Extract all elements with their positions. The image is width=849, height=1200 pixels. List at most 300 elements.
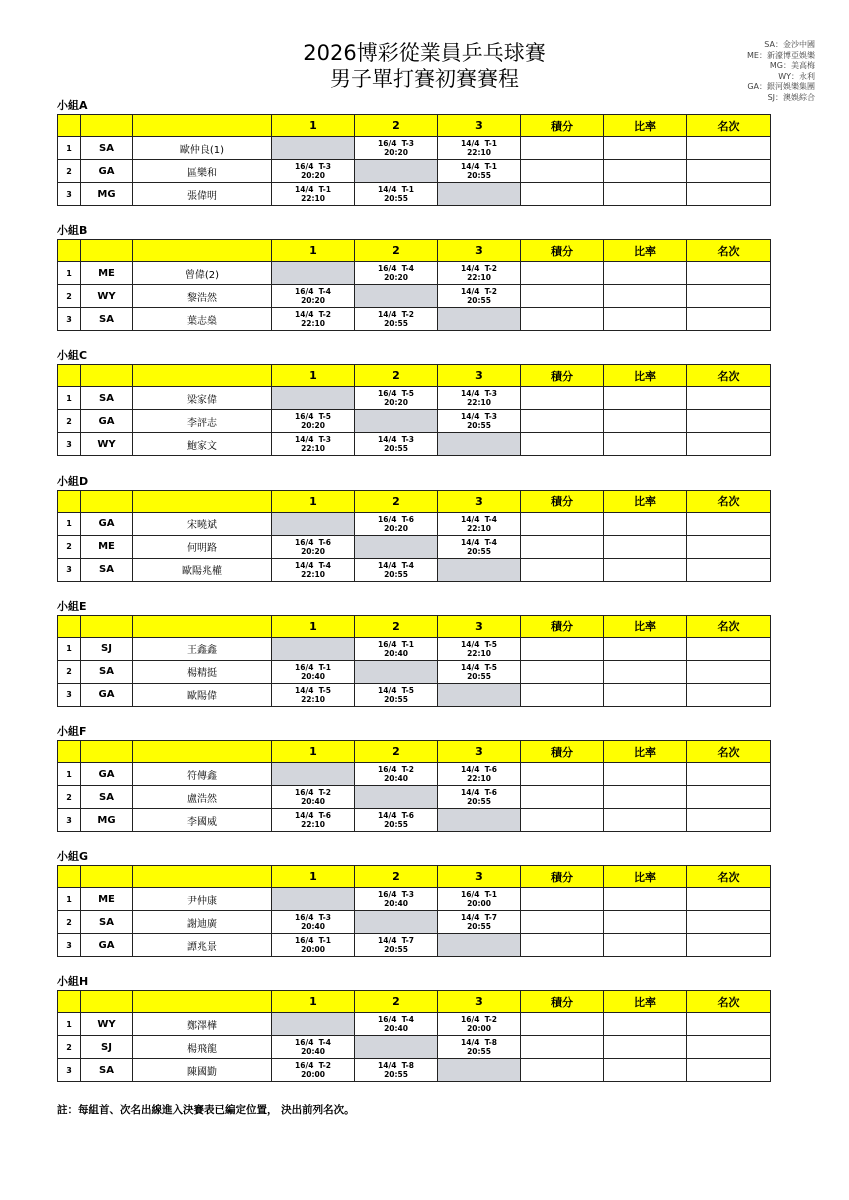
- legend-sa: SA：金沙中國: [764, 40, 815, 49]
- rank-cell: [687, 934, 771, 957]
- match-time: 22:10: [467, 648, 491, 658]
- table-header-row: [58, 991, 771, 1013]
- match-date-table: 14/4 T-5: [461, 662, 497, 672]
- match-date-table: 14/4 T-6: [295, 811, 331, 820]
- ratio-cell: [604, 160, 687, 183]
- footer-note: 註：每組首、次名出線進入決賽表已編定位置， 決出前列名次。: [57, 1104, 355, 1116]
- ratio-cell: [604, 763, 687, 786]
- ratio-cell: [604, 183, 687, 206]
- rank-cell: [687, 1036, 771, 1059]
- match-time: 20:20: [301, 421, 325, 431]
- match-date-table: 16/4 T-1: [295, 936, 331, 946]
- header-blank-cell: [58, 741, 81, 763]
- match-time: 20:55: [467, 171, 491, 180]
- seed-number: 2: [58, 911, 81, 934]
- table-row: [58, 660, 771, 683]
- team-code: SA: [81, 558, 133, 581]
- self-match-cell: [355, 160, 438, 183]
- match-schedule-cell: [438, 387, 521, 410]
- match-schedule-cell: [355, 558, 438, 581]
- match-schedule-cell: [272, 558, 355, 581]
- player-name: 鮑家文: [133, 433, 272, 456]
- header-cell: 2: [355, 991, 438, 1013]
- group-label: 小組A: [57, 99, 88, 112]
- match-date-table: 14/4 T-6: [378, 811, 414, 820]
- match-date-table: 16/4 T-2: [378, 765, 414, 774]
- header-cell: 比率: [604, 741, 687, 763]
- match-time: 20:55: [467, 1047, 491, 1057]
- rank-cell: [687, 763, 771, 786]
- player-name: 歐陽偉: [133, 683, 272, 706]
- match-time: 20:00: [301, 1070, 325, 1080]
- match-date-table: 14/4 T-8: [378, 1061, 414, 1071]
- match-date-table: 14/4 T-1: [461, 162, 497, 171]
- header-blank-cell: [133, 115, 272, 137]
- match-time: 20:00: [301, 945, 325, 955]
- table-row: [58, 786, 771, 809]
- match-date-table: 16/4 T-6: [378, 514, 414, 524]
- match-schedule-cell: [355, 809, 438, 832]
- match-time: 20:55: [467, 296, 491, 306]
- group-table: [57, 615, 771, 707]
- ratio-cell: [604, 410, 687, 433]
- header-cell: 3: [438, 490, 521, 512]
- match-time: 22:10: [467, 398, 491, 408]
- seed-number: 2: [58, 660, 81, 683]
- rank-cell: [687, 285, 771, 308]
- match-schedule-cell: [272, 683, 355, 706]
- match-schedule-cell: [438, 285, 521, 308]
- table-row: [58, 934, 771, 957]
- team-code: ME: [81, 262, 133, 285]
- match-date-table: 16/4 T-3: [295, 913, 331, 923]
- rank-cell: [687, 888, 771, 911]
- header-cell: 1: [272, 741, 355, 763]
- header-cell: 積分: [521, 741, 604, 763]
- ratio-cell: [604, 387, 687, 410]
- seed-number: 2: [58, 786, 81, 809]
- table-header-row: [58, 866, 771, 888]
- team-code: GA: [81, 160, 133, 183]
- header-blank-cell: [81, 490, 133, 512]
- self-match-cell: [438, 1059, 521, 1082]
- match-schedule-cell: [438, 888, 521, 911]
- match-time: 20:55: [384, 694, 408, 704]
- self-match-cell: [438, 183, 521, 206]
- header-cell: 名次: [687, 240, 771, 262]
- match-date-table: 16/4 T-2: [461, 1015, 497, 1025]
- seed-number: 3: [58, 1059, 81, 1082]
- player-name: 歐陽兆權: [133, 558, 272, 581]
- team-code: MG: [81, 183, 133, 206]
- ratio-cell: [604, 308, 687, 331]
- header-cell: 積分: [521, 615, 604, 637]
- team-code: SA: [81, 387, 133, 410]
- header-cell: 2: [355, 240, 438, 262]
- match-time: 20:20: [384, 398, 408, 408]
- header-cell: 比率: [604, 365, 687, 387]
- match-schedule-cell: [438, 535, 521, 558]
- table-row: [58, 387, 771, 410]
- group-table: [57, 990, 771, 1082]
- header-cell: 積分: [521, 115, 604, 137]
- points-cell: [521, 308, 604, 331]
- self-match-cell: [272, 763, 355, 786]
- match-date-table: 14/4 T-3: [378, 435, 414, 445]
- match-schedule-cell: [272, 934, 355, 957]
- match-schedule-cell: [272, 660, 355, 683]
- self-match-cell: [272, 137, 355, 160]
- player-name: 歐仲良(1): [133, 137, 272, 160]
- match-date-table: 16/4 T-5: [295, 412, 331, 422]
- rank-cell: [687, 660, 771, 683]
- self-match-cell: [272, 888, 355, 911]
- rank-cell: [687, 1059, 771, 1082]
- match-time: 20:40: [301, 1047, 325, 1057]
- header-cell: 1: [272, 240, 355, 262]
- match-schedule-cell: [272, 308, 355, 331]
- match-schedule-cell: [355, 433, 438, 456]
- self-match-cell: [272, 1013, 355, 1036]
- table-row: [58, 683, 771, 706]
- player-name: 鄭澤樺: [133, 1013, 272, 1036]
- header-cell: 2: [355, 866, 438, 888]
- team-code: WY: [81, 285, 133, 308]
- group-label: 小組H: [57, 975, 89, 989]
- match-date-table: 14/4 T-4: [461, 514, 497, 524]
- self-match-cell: [272, 262, 355, 285]
- team-code: WY: [81, 1013, 133, 1036]
- match-schedule-cell: [355, 763, 438, 786]
- match-date-table: 16/4 T-2: [295, 788, 331, 797]
- team-code: GA: [81, 763, 133, 786]
- header-cell: 2: [355, 615, 438, 637]
- ratio-cell: [604, 1036, 687, 1059]
- table-row: [58, 911, 771, 934]
- points-cell: [521, 410, 604, 433]
- match-time: 20:20: [384, 148, 408, 157]
- player-name: 楊精挺: [133, 660, 272, 683]
- rank-cell: [687, 1013, 771, 1036]
- points-cell: [521, 285, 604, 308]
- rank-cell: [687, 911, 771, 934]
- match-schedule-cell: [355, 262, 438, 285]
- header-cell: 1: [272, 490, 355, 512]
- match-date-table: 14/4 T-4: [461, 537, 497, 547]
- rank-cell: [687, 183, 771, 206]
- header-cell: 1: [272, 115, 355, 137]
- header-blank-cell: [58, 615, 81, 637]
- header-cell: 比率: [604, 615, 687, 637]
- self-match-cell: [355, 535, 438, 558]
- match-schedule-cell: [438, 911, 521, 934]
- header-blank-cell: [58, 991, 81, 1013]
- match-time: 20:55: [384, 820, 408, 829]
- header-blank-cell: [133, 490, 272, 512]
- team-code: SA: [81, 137, 133, 160]
- header-cell: 積分: [521, 490, 604, 512]
- match-date-table: 16/4 T-1: [295, 662, 331, 672]
- header-blank-cell: [133, 365, 272, 387]
- player-name: 譚兆景: [133, 934, 272, 957]
- points-cell: [521, 911, 604, 934]
- header-cell: 名次: [687, 991, 771, 1013]
- header-blank-cell: [81, 615, 133, 637]
- match-schedule-cell: [272, 786, 355, 809]
- header-cell: 3: [438, 240, 521, 262]
- ratio-cell: [604, 786, 687, 809]
- seed-number: 1: [58, 512, 81, 535]
- page-title: [0, 40, 849, 92]
- table-row: [58, 535, 771, 558]
- player-name: 尹仲康: [133, 888, 272, 911]
- match-schedule-cell: [438, 1013, 521, 1036]
- ratio-cell: [604, 285, 687, 308]
- header-blank-cell: [133, 615, 272, 637]
- self-match-cell: [355, 786, 438, 809]
- ratio-cell: [604, 660, 687, 683]
- header-cell: 2: [355, 365, 438, 387]
- header-cell: 名次: [687, 741, 771, 763]
- header-cell: 2: [355, 490, 438, 512]
- header-cell: 名次: [687, 615, 771, 637]
- table-row: [58, 433, 771, 456]
- header-cell: 3: [438, 741, 521, 763]
- team-code: SA: [81, 911, 133, 934]
- table-header-row: [58, 490, 771, 512]
- match-schedule-cell: [355, 137, 438, 160]
- table-header-row: [58, 365, 771, 387]
- table-row: [58, 637, 771, 660]
- ratio-cell: [604, 262, 687, 285]
- self-match-cell: [355, 410, 438, 433]
- seed-number: 2: [58, 410, 81, 433]
- match-time: 20:20: [384, 273, 408, 283]
- seed-number: 3: [58, 183, 81, 206]
- match-time: 22:10: [301, 694, 325, 704]
- table-row: [58, 410, 771, 433]
- team-code: WY: [81, 433, 133, 456]
- table-row: [58, 558, 771, 581]
- table-header-row: [58, 615, 771, 637]
- match-schedule-cell: [355, 888, 438, 911]
- header-blank-cell: [133, 991, 272, 1013]
- match-time: 20:20: [301, 296, 325, 306]
- match-time: 20:00: [467, 1024, 491, 1034]
- match-schedule-cell: [438, 786, 521, 809]
- table-header-row: [58, 741, 771, 763]
- team-code: SA: [81, 660, 133, 683]
- seed-number: 1: [58, 637, 81, 660]
- points-cell: [521, 637, 604, 660]
- team-code: SJ: [81, 637, 133, 660]
- match-date-table: 14/4 T-1: [461, 139, 497, 148]
- match-time: 20:55: [467, 797, 491, 806]
- header-blank-cell: [58, 115, 81, 137]
- match-time: 20:55: [384, 945, 408, 955]
- match-schedule-cell: [355, 1059, 438, 1082]
- header-cell: 比率: [604, 866, 687, 888]
- group-label: 小組G: [57, 850, 89, 864]
- player-name: 李評志: [133, 410, 272, 433]
- seed-number: 3: [58, 308, 81, 331]
- legend-ga: GA：銀河娛樂集團: [747, 82, 815, 91]
- table-row: [58, 285, 771, 308]
- match-date-table: 16/4 T-3: [295, 162, 331, 171]
- player-name: 楊飛龍: [133, 1036, 272, 1059]
- player-name: 曾偉(2): [133, 262, 272, 285]
- match-date-table: 14/4 T-3: [461, 389, 497, 399]
- match-date-table: 14/4 T-8: [461, 1038, 497, 1048]
- group-table: [57, 865, 771, 957]
- header-cell: 積分: [521, 240, 604, 262]
- match-date-table: 16/4 T-1: [378, 639, 414, 649]
- header-cell: 比率: [604, 115, 687, 137]
- match-time: 20:55: [467, 421, 491, 431]
- header-cell: 積分: [521, 365, 604, 387]
- points-cell: [521, 262, 604, 285]
- rank-cell: [687, 809, 771, 832]
- header-blank-cell: [133, 240, 272, 262]
- match-date-table: 14/4 T-2: [378, 310, 414, 320]
- table-row: [58, 308, 771, 331]
- header-cell: 名次: [687, 866, 771, 888]
- match-date-table: 14/4 T-2: [295, 310, 331, 320]
- rank-cell: [687, 512, 771, 535]
- ratio-cell: [604, 1013, 687, 1036]
- match-date-table: 14/4 T-5: [461, 639, 497, 649]
- group-label: 小組E: [57, 599, 87, 613]
- table-header-row: [58, 115, 771, 137]
- match-date-table: 14/4 T-6: [461, 765, 497, 774]
- match-date-table: 14/4 T-2: [461, 264, 497, 274]
- player-name: 黎浩然: [133, 285, 272, 308]
- seed-number: 1: [58, 763, 81, 786]
- seed-number: 2: [58, 160, 81, 183]
- header-cell: 比率: [604, 240, 687, 262]
- match-time: 20:40: [384, 774, 408, 783]
- points-cell: [521, 137, 604, 160]
- player-name: 盧浩然: [133, 786, 272, 809]
- match-date-table: 14/4 T-4: [295, 560, 331, 570]
- points-cell: [521, 535, 604, 558]
- player-name: 何明路: [133, 535, 272, 558]
- match-time: 20:55: [467, 671, 491, 681]
- team-legend: [747, 40, 815, 103]
- player-name: 李國威: [133, 809, 272, 832]
- match-time: 20:55: [384, 444, 408, 454]
- match-date-table: 16/4 T-4: [295, 287, 331, 297]
- match-schedule-cell: [438, 262, 521, 285]
- seed-number: 3: [58, 934, 81, 957]
- match-time: 20:40: [301, 797, 325, 806]
- match-time: 20:20: [301, 171, 325, 180]
- header-blank-cell: [133, 866, 272, 888]
- seed-number: 1: [58, 1013, 81, 1036]
- legend-wy: WY：永利: [778, 71, 815, 81]
- header-cell: 1: [272, 365, 355, 387]
- rank-cell: [687, 786, 771, 809]
- match-schedule-cell: [438, 512, 521, 535]
- match-time: 22:10: [467, 273, 491, 283]
- header-cell: 積分: [521, 866, 604, 888]
- header-blank-cell: [81, 741, 133, 763]
- match-time: 20:20: [384, 523, 408, 533]
- player-name: 符傳鑫: [133, 763, 272, 786]
- header-cell: 3: [438, 991, 521, 1013]
- points-cell: [521, 1059, 604, 1082]
- match-time: 22:10: [301, 820, 325, 829]
- match-schedule-cell: [272, 285, 355, 308]
- points-cell: [521, 934, 604, 957]
- seed-number: 1: [58, 888, 81, 911]
- header-cell: 1: [272, 991, 355, 1013]
- match-date-table: 14/4 T-7: [461, 913, 497, 923]
- self-match-cell: [272, 387, 355, 410]
- team-code: GA: [81, 512, 133, 535]
- match-schedule-cell: [272, 160, 355, 183]
- match-schedule-cell: [272, 809, 355, 832]
- group-table: [57, 490, 771, 582]
- match-schedule-cell: [272, 1059, 355, 1082]
- table-row: [58, 1036, 771, 1059]
- match-date-table: 14/4 T-3: [295, 435, 331, 445]
- table-row: [58, 763, 771, 786]
- team-code: MG: [81, 809, 133, 832]
- title-line-2: 男子單打賽初賽賽程: [330, 67, 519, 91]
- seed-number: 2: [58, 285, 81, 308]
- seed-number: 3: [58, 683, 81, 706]
- match-date-table: 14/4 T-1: [378, 185, 414, 194]
- header-cell: 名次: [687, 490, 771, 512]
- match-time: 20:55: [384, 194, 408, 203]
- match-time: 20:40: [384, 1024, 408, 1034]
- match-date-table: 16/4 T-4: [378, 264, 414, 274]
- header-cell: 3: [438, 365, 521, 387]
- player-name: 謝迪廣: [133, 911, 272, 934]
- seed-number: 3: [58, 558, 81, 581]
- seed-number: 2: [58, 1036, 81, 1059]
- seed-number: 1: [58, 262, 81, 285]
- match-date-table: 14/4 T-1: [295, 185, 331, 194]
- match-date-table: 14/4 T-7: [378, 936, 414, 946]
- seed-number: 1: [58, 137, 81, 160]
- match-schedule-cell: [272, 1036, 355, 1059]
- match-time: 22:10: [301, 319, 325, 329]
- ratio-cell: [604, 637, 687, 660]
- match-schedule-cell: [355, 308, 438, 331]
- seed-number: 3: [58, 809, 81, 832]
- match-time: 20:20: [301, 546, 325, 556]
- match-time: 20:55: [467, 922, 491, 932]
- match-schedule-cell: [355, 1013, 438, 1036]
- points-cell: [521, 387, 604, 410]
- seed-number: 3: [58, 433, 81, 456]
- player-name: 宋曉斌: [133, 512, 272, 535]
- match-time: 22:10: [301, 569, 325, 579]
- points-cell: [521, 1036, 604, 1059]
- team-code: ME: [81, 535, 133, 558]
- header-blank-cell: [81, 866, 133, 888]
- rank-cell: [687, 433, 771, 456]
- header-cell: 比率: [604, 490, 687, 512]
- header-blank-cell: [81, 115, 133, 137]
- match-schedule-cell: [272, 410, 355, 433]
- header-cell: 3: [438, 115, 521, 137]
- group-table: [57, 740, 771, 832]
- match-schedule-cell: [355, 512, 438, 535]
- points-cell: [521, 763, 604, 786]
